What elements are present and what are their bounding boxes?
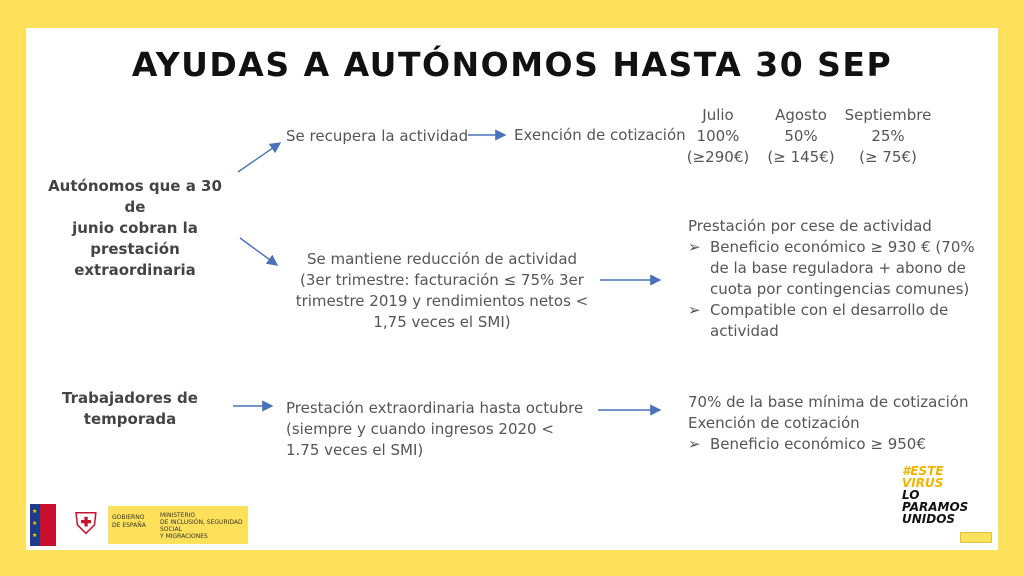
spain-flag-icon: ★ ★ ★ bbox=[30, 504, 56, 546]
coat-of-arms-icon: ⛨ bbox=[74, 507, 98, 542]
month-septiembre: Septiembre 25% (≥ 75€) bbox=[844, 106, 932, 166]
gobierno-mini-logo bbox=[960, 532, 992, 543]
temporada-result: 70% de la base mínima de cotización Exención de cotización ➢ Beneficio económico ≥ 950€ bbox=[688, 392, 978, 455]
cese-block bbox=[688, 216, 978, 342]
recupera-label: Se recupera la actividad bbox=[286, 127, 469, 145]
temporada-bullet-1: ➢ Beneficio económico ≥ 950€ bbox=[688, 435, 926, 453]
arrow-bullet-icon: ➢ bbox=[688, 301, 701, 319]
autonomos-label: Autónomos que a 30 de junio cobran la prestación extraordinaria bbox=[48, 177, 222, 279]
campaign-logo: #ESTE VIRUS LO PARAMOS UNIDOS bbox=[902, 464, 969, 526]
ministerio-box: GOBIERNO DE ESPAÑA MINISTERIO DE INCLUSIÓN, SEGURIDAD SOCIAL Y MIGRACIONES bbox=[108, 506, 248, 544]
arrow-bullet-icon: ➢ bbox=[688, 435, 701, 453]
mantiene-label: Se mantiene reducción de actividad (3er trimestre: facturación ≤ 75% 3er trimestre 2019 y rendimientos netos < 1,75 veces el SMI) bbox=[295, 250, 589, 331]
cese-bullet-1: ➢ Beneficio económico ≥ 930 € (70% de la base reguladora + abono de cuota por contingencias comunes) bbox=[688, 238, 975, 298]
temporada-label: Trabajadores de temporada bbox=[62, 389, 198, 428]
gobierno-logo bbox=[26, 500, 252, 550]
temporada-prestacion: Prestación extraordinaria hasta octubre (siempre y cuando ingresos 2020 < 1.75 veces el SMI) bbox=[286, 399, 584, 459]
month-agosto: Agosto 50% (≥ 145€) bbox=[767, 106, 835, 166]
exencion-label: Exención de cotización bbox=[514, 126, 686, 144]
month-julio: Julio 100% (≥290€) bbox=[686, 106, 750, 166]
arrow-bullet-icon: ➢ bbox=[688, 238, 701, 256]
cese-title: Prestación por cese de actividad bbox=[688, 217, 932, 235]
page-title: AYUDAS A AUTÓNOMOS HASTA 30 SEP bbox=[131, 45, 893, 84]
cese-bullet-2: ➢ Compatible con el desarrollo de actividad bbox=[688, 301, 949, 340]
